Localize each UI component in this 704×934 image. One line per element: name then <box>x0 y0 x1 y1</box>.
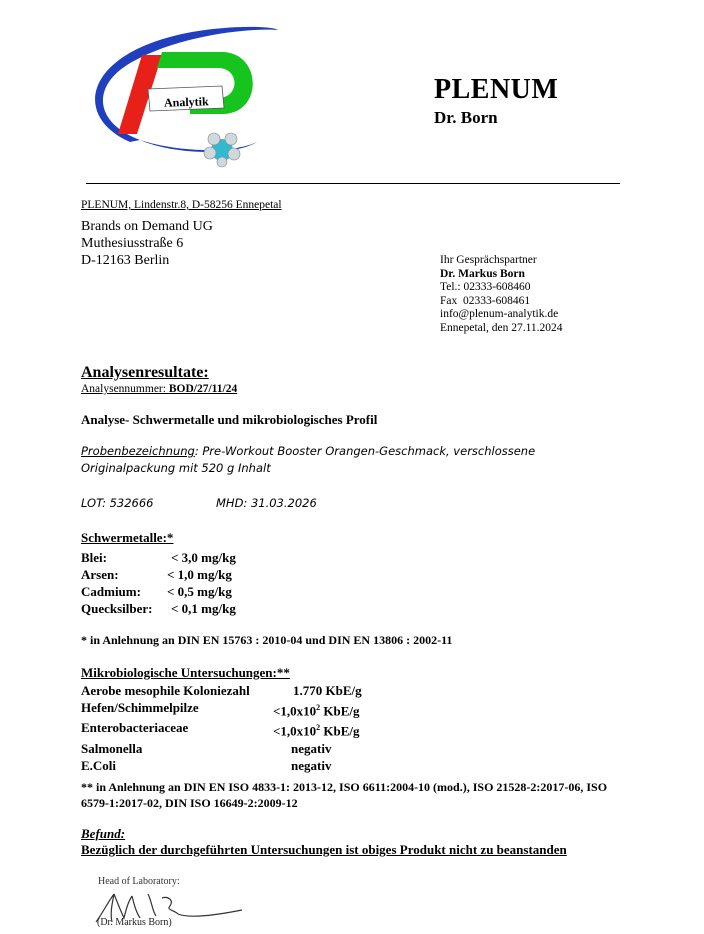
metal-name: Arsen: <box>81 567 119 582</box>
micro-value-exp: 2 <box>316 723 321 733</box>
heavy-metals-title: Schwermetalle:* <box>81 530 174 545</box>
sample-text: : Pre-Workout Booster Orangen-Geschmack, verschlossene Originalpackung mit 520 g Inhalt <box>81 444 536 475</box>
table-row <box>81 699 413 719</box>
table-row <box>81 549 291 566</box>
table-row <box>81 583 291 600</box>
metal-value: < 3,0 mg/kg <box>171 550 236 565</box>
recipient-address <box>81 218 213 269</box>
micro-name: Enterobacteriaceae <box>81 720 189 736</box>
micro-value-base: <1,0x10 <box>273 723 317 739</box>
microbiology-note: ** in Anlehnung an DIN EN ISO 4833-1: 2013-12, ISO 6611:2004-10 (mod.), ISO 21528-2:2017-06, ISO 6579-1:2017-02, DIN ISO 16649-2:2009-12 <box>81 780 608 810</box>
brand-name: PLENUM <box>434 74 559 105</box>
finding-title: Befund: <box>81 826 126 841</box>
metal-value: < 0,1 mg/kg <box>171 601 236 616</box>
table-row <box>81 740 413 757</box>
table-row <box>81 719 413 739</box>
micro-name: Salmonella <box>81 740 143 756</box>
sample-label: Probenbezeichnung <box>81 444 195 458</box>
lot-row <box>81 496 317 510</box>
contact-block <box>440 254 563 336</box>
contact-place-date: Ennepetal, den 27.11.2024 <box>440 321 563 334</box>
sender-line: PLENUM, Lindenstr.8, D-58256 Ennepetal <box>81 199 282 211</box>
microbiology-title: Mikrobiologische Untersuchungen:** <box>81 665 290 680</box>
micro-value: negativ <box>291 740 332 756</box>
micro-value: negativ <box>291 757 332 773</box>
header-rule <box>86 183 620 184</box>
contact-tel: Tel.: 02333-608460 <box>440 281 531 294</box>
sample-description <box>81 443 601 477</box>
logo-label: Analytik <box>163 94 209 110</box>
table-row <box>81 757 413 774</box>
micro-value-exp: 2 <box>316 703 321 712</box>
recipient-street: Muthesiusstraße 6 <box>81 236 184 251</box>
micro-value <box>273 699 393 719</box>
analysis-number <box>81 383 237 395</box>
micro-value: 1.770 KbE/g <box>293 683 362 698</box>
analysis-title: Analyse- Schwermetalle und mikrobiologisches Profil <box>81 412 378 427</box>
micro-name: E.Coli <box>81 757 117 773</box>
micro-value-unit: KbE/g <box>320 703 360 719</box>
results-title: Analysenresultate: <box>81 364 209 381</box>
contact-email: info@plenum-analytik.de <box>440 308 559 321</box>
recipient-company: Brands on Demand UG <box>81 219 213 234</box>
table-row <box>81 566 291 583</box>
metal-name: Blei: <box>81 550 107 565</box>
brand-sub: Dr. Born <box>434 108 498 127</box>
contact-name: Dr. Markus Born <box>440 267 525 280</box>
table-row <box>81 682 413 699</box>
metal-value: < 0,5 mg/kg <box>167 584 232 599</box>
head-of-laboratory-label: Head of Laboratory: <box>98 876 180 887</box>
micro-value <box>273 719 393 739</box>
micro-name: Hefen/Schimmelpilze <box>81 700 199 715</box>
signature-name: (Dr. Markus Born) <box>97 917 172 928</box>
lot-value: LOT: 532666 <box>81 496 154 510</box>
contact-fax: Fax 02333-608461 <box>440 294 531 307</box>
table-row <box>81 600 291 617</box>
heavy-metals-table <box>81 549 291 617</box>
microbiology-table <box>81 682 413 774</box>
metal-name: Quecksilber: <box>81 601 153 616</box>
micro-value-base: <1,0x10 <box>273 703 317 719</box>
recipient-city: D-12163 Berlin <box>81 253 170 268</box>
micro-name: Aerobe mesophile Koloniezahl <box>81 683 250 698</box>
contact-label: Ihr Gesprächspartner <box>440 254 537 266</box>
analysis-number-value: BOD/27/11/24 <box>168 383 238 395</box>
micro-value-unit: KbE/g <box>320 723 360 739</box>
heavy-metals-note: * in Anlehnung an DIN EN 15763 : 2010-04 und DIN EN 13806 : 2002-11 <box>81 633 453 647</box>
metal-name: Cadmium: <box>81 584 141 599</box>
metal-value: < 1,0 mg/kg <box>167 567 232 582</box>
mhd-value: MHD: 31.03.2026 <box>216 496 317 510</box>
finding-text: Bezüglich der durchgeführten Untersuchungen ist obiges Produkt nicht zu beanstanden <box>81 842 567 857</box>
analysis-number-label: Analysennummer: <box>81 383 169 395</box>
